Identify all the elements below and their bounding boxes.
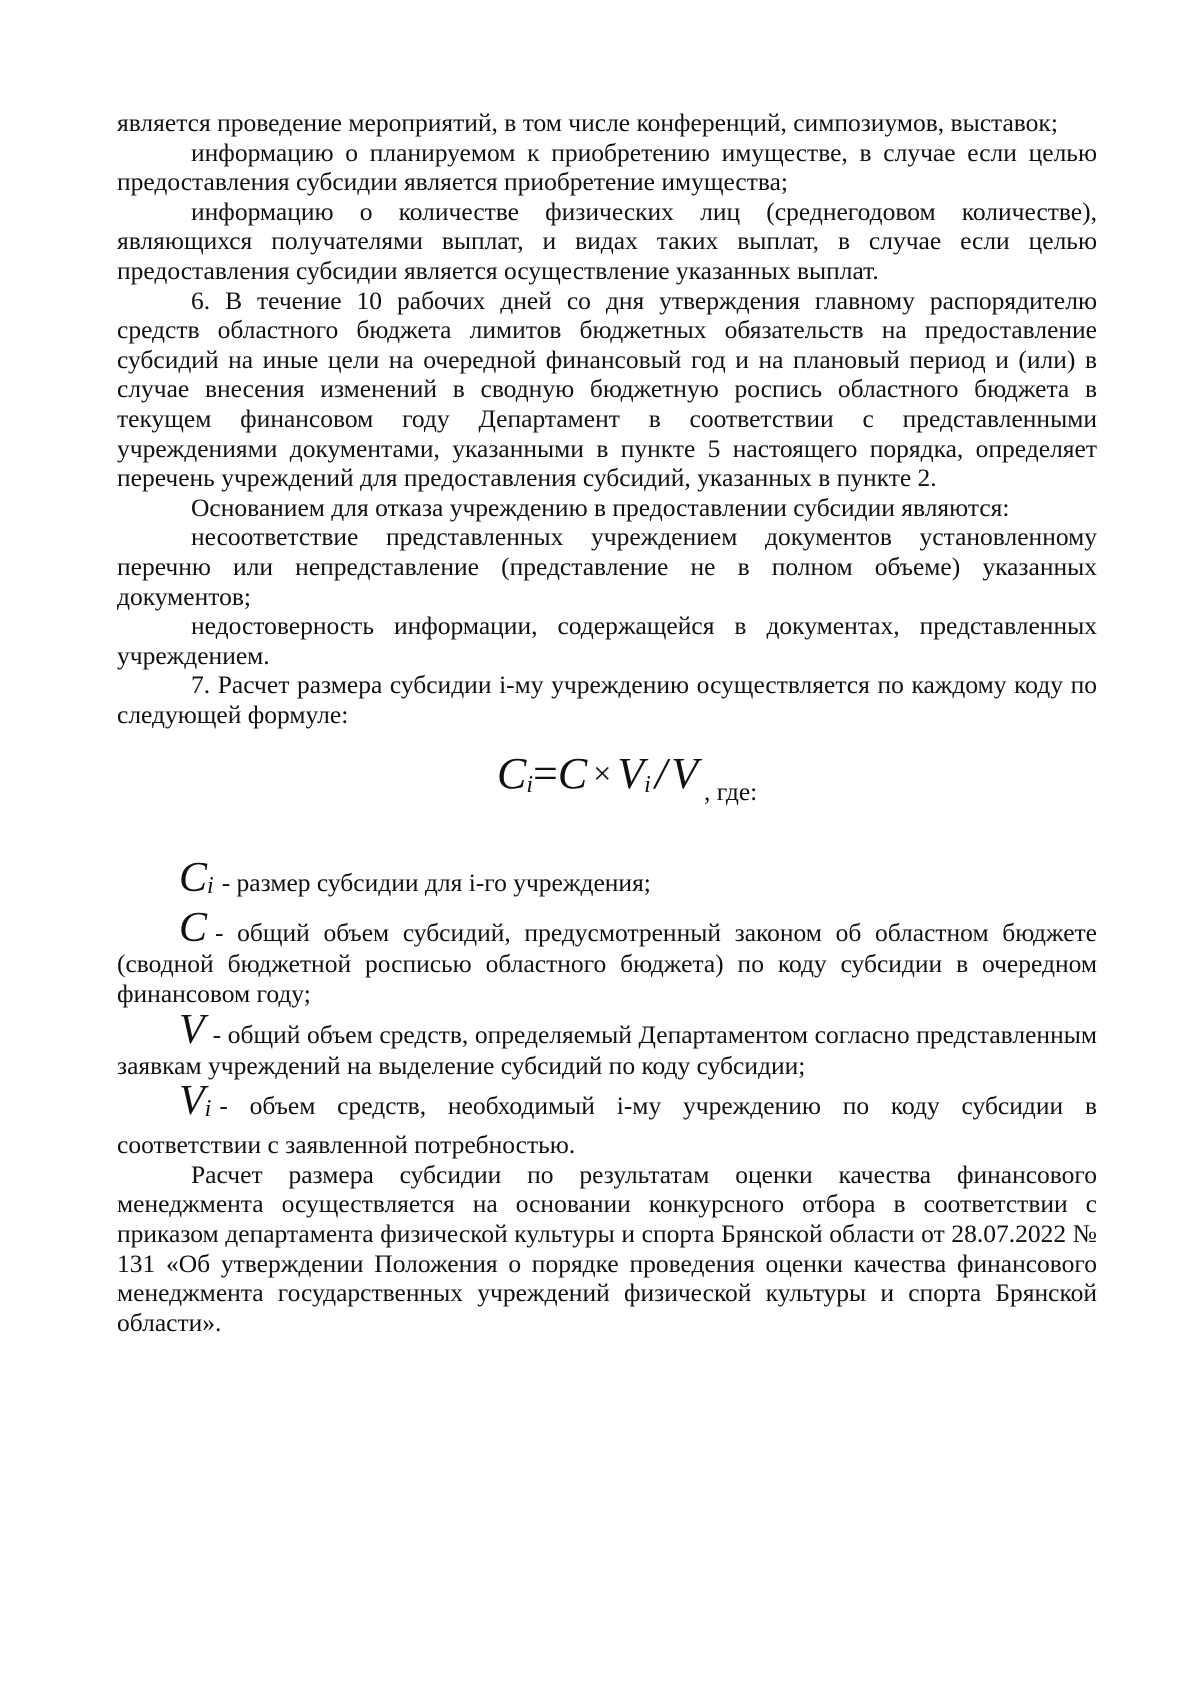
symbol-v-letter: V <box>179 1006 205 1053</box>
paragraph-item-6: 6. В течение 10 рабочих дней со дня утверждения главному распорядителю средств областного бюджета лимитов бюджетных обязательств на предоставление субсидий на иные цели на очередной финансовый год и на плановый период и (или) в случае внесения изменений в сводную бюджетную роспись областного бюджета в текущем финансовом году Департамент в соответствии с представленными учреждениями документами, указанными в пункте 5 настоящего порядка, определяет перечень учреждений для предоставления субсидий, указанных в пункте 2. <box>117 285 1097 493</box>
symbol-ci-sub: i <box>207 873 214 900</box>
formula-tail: , где: <box>703 777 758 807</box>
formula-block <box>117 729 1097 847</box>
symbol-v <box>117 1006 213 1053</box>
definition-vi-text: - объем средств, необходимый і-му учреждению по коду субсидии в соответствии с заявленной потребностью. <box>117 1091 1097 1160</box>
symbol-vi <box>117 1080 219 1130</box>
symbol-c <box>117 905 215 952</box>
definition-v <box>117 1006 1097 1081</box>
symbol-ci-letter: C <box>179 855 208 902</box>
paragraph-item-7: 7. Расчет размера субсидии і-му учреждению осуществляется по каждому коду по следующей формуле: <box>117 670 1097 729</box>
paragraph-refusal-grounds: Основанием для отказа учреждению в предоставлении субсидии являются: <box>191 492 1010 522</box>
formula-ci: C <box>497 749 527 799</box>
formula-vi: V <box>617 749 645 799</box>
definition-vi <box>117 1080 1097 1160</box>
formula-vi-sub: i <box>644 772 651 799</box>
formula-v: V <box>671 749 698 799</box>
symbol-c-letter: C <box>179 905 208 952</box>
formula-slash: / <box>654 749 668 799</box>
definition-c-text: - общий объем субсидий, предусмотренный законом об областном бюджете (сводной бюджетной росписью областного бюджета) по коду субсидии в очередном финансовом году; <box>117 918 1097 1009</box>
subsidy-formula <box>497 749 757 810</box>
paragraph-events: является проведение мероприятий, в том числе конференций, симпозиумов, выставок; <box>117 108 1058 137</box>
formula-times: × <box>593 755 612 792</box>
definition-c <box>117 907 1097 1008</box>
symbol-vi-sub: i <box>204 1096 212 1123</box>
formula-equals: = <box>533 749 558 799</box>
definition-ci-text: - размер субсидии для і-го учреждения; <box>221 868 651 898</box>
paragraph-financial-management: Расчет размера субсидии по результатам оценки качества финансового менеджмента осуществляется на основании конкурсного отбора в соответствии с приказом департамента физической культуры и спорта Брянской области от 28.07.2022 № 131 «Об утверждении Положения о порядке проведения оценки качества финансового менеджмента государственных учреждений физической культуры и спорта Брянской области». <box>117 1159 1097 1337</box>
symbol-ci <box>117 857 222 907</box>
symbol-vi-letter: V <box>179 1078 205 1125</box>
definition-ci <box>117 857 1097 907</box>
definition-v-text: - общий объем средств, определяемый Департаментом согласно представленным заявкам учреждений на выделение субсидий по коду субсидии; <box>117 1019 1097 1080</box>
paragraph-nonconformity: несоответствие представленных учреждением документов установленному перечню или непредставление (представление не в полном объеме) указанных документов; <box>117 522 1097 611</box>
document-page <box>117 108 1097 1337</box>
paragraph-unreliability: недостоверность информации, содержащейся в документах, представленных учреждением. <box>117 611 1097 670</box>
formula-c: C <box>557 749 588 799</box>
formula-ci-sub: i <box>526 772 534 799</box>
paragraph-property: информацию о планируемом к приобретению имуществе, в случае если целью предоставления субсидии является приобретение имущества; <box>117 137 1097 197</box>
paragraph-individuals: информацию о количестве физических лиц (среднегодовом количестве), являющихся получателями выплат, и видах таких выплат, в случае если целью предоставления субсидии является осуществление указанных выплат. <box>117 196 1097 285</box>
